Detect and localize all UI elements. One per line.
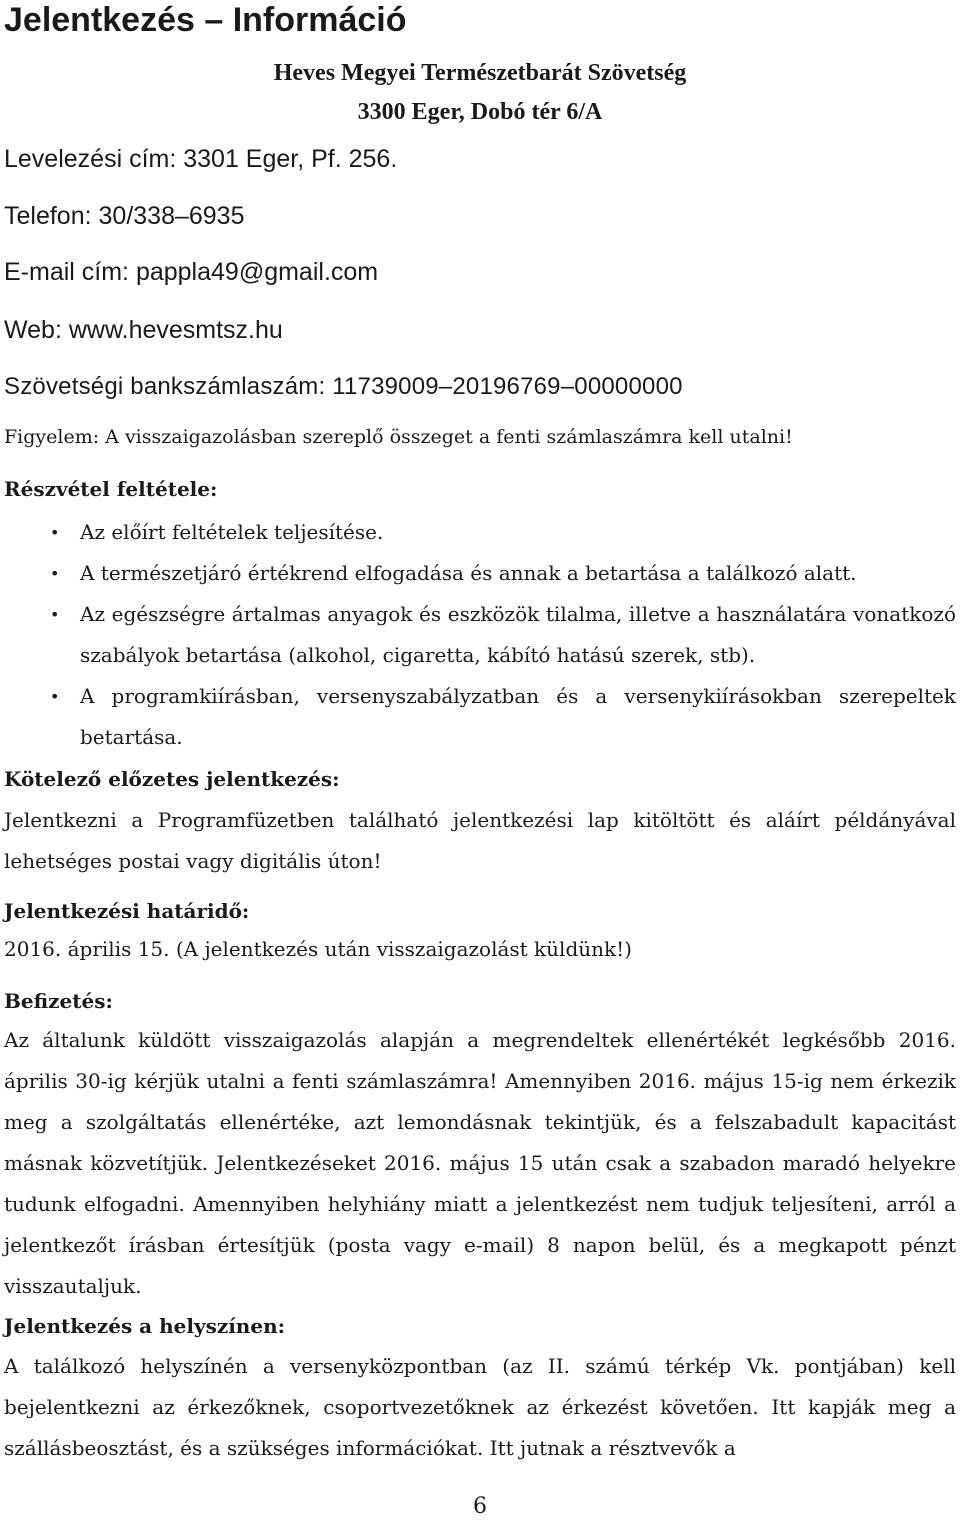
deadline-heading: Jelentkezési határidő: — [4, 899, 250, 923]
payment-text: Az általunk küldött visszaigazolás alapján a megrendeltek ellenértékét legkésőbb 2016. április 30-ig kérjük utalni a fenti számlaszámra! Amennyiben 2016. május 15-ig nem érkezik meg a szolgáltatás ellenértéke, azt lemondásnak tekintjük, és a felszabadult kapacitást másnak közvetítjük. Jelentkezéseket 2016. május 15 után csak a szabadon maradó helyekre tudunk elfogadni. Amennyiben helyhiány miatt a jelentkezést nem tudjuk teljesíteni, arról a jelentkezőt írásban értesítjük (posta vagy e-mail) 8 napon belül, és a megkapott pénzt visszautaljuk. — [4, 1028, 956, 1298]
requirements-heading: Részvétel feltétele: — [4, 477, 218, 501]
list-item — [0, 676, 956, 758]
page-number: 6 — [473, 1494, 487, 1519]
bullet-icon: • — [50, 687, 60, 706]
list-item — [0, 553, 956, 594]
organization-address: 3300 Eger, Dobó tér 6/A — [357, 99, 603, 125]
mailing-address: Levelezési cím: 3301 Eger, Pf. 256. — [4, 145, 398, 173]
list-item-text: A természetjáró értékrend elfogadása és annak a betartása a találkozó alatt. — [80, 561, 857, 585]
bank-account: Szövetségi bankszámlaszám: 11739009–20196769–00000000 — [4, 373, 683, 400]
website: Web: www.hevesmtsz.hu — [4, 316, 283, 344]
list-item-text: Az egészségre ártalmas anyagok és eszközök tilalma, illetve a használatára vonatkozó szabályok betartása (alkohol, cigaretta, kábító hatású szerek, stb). — [80, 602, 956, 667]
mandatory-registration-text: Jelentkezni a Programfüzetben található jelentkezési lap kitöltött és aláírt példányával lehetséges postai vagy digitális úton! — [4, 808, 956, 873]
payment-notice: Figyelem: A visszaigazolásban szereplő összeget a fenti számlaszámra kell utalni! — [4, 426, 793, 448]
email-address: E-mail cím: pappla49@gmail.com — [4, 258, 379, 286]
payment-heading: Befizetés: — [4, 989, 113, 1013]
bullet-icon: • — [50, 605, 60, 624]
onsite-registration-heading: Jelentkezés a helyszínen: — [4, 1314, 285, 1338]
organization-name: Heves Megyei Természetbarát Szövetség — [273, 60, 687, 86]
deadline-text: 2016. április 15. (A jelentkezés után visszaigazolást küldünk!) — [4, 937, 632, 961]
page-title: Jelentkezés – Információ — [4, 1, 407, 39]
phone-number: Telefon: 30/338–6935 — [4, 202, 245, 230]
bullet-icon: • — [50, 523, 60, 542]
list-item — [0, 512, 956, 553]
list-item — [0, 594, 956, 676]
mandatory-registration-heading: Kötelező előzetes jelentkezés: — [4, 767, 340, 791]
requirements-list — [0, 512, 956, 758]
list-item-text: Az előírt feltételek teljesítése. — [80, 520, 384, 544]
onsite-registration-text: A találkozó helyszínén a versenyközpontban (az II. számú térkép Vk. pontjában) kell bejelentkezni az érkezőknek, csoportvezetőknek az érkezést követően. Itt kapják meg a szállásbeosztást, és a szükséges információkat. Itt jutnak a résztvevők a — [4, 1354, 956, 1460]
bullet-icon: • — [50, 564, 60, 583]
list-item-text: A programkiírásban, versenyszabályzatban és a versenykiírásokban szerepeltek betartása. — [80, 684, 956, 749]
